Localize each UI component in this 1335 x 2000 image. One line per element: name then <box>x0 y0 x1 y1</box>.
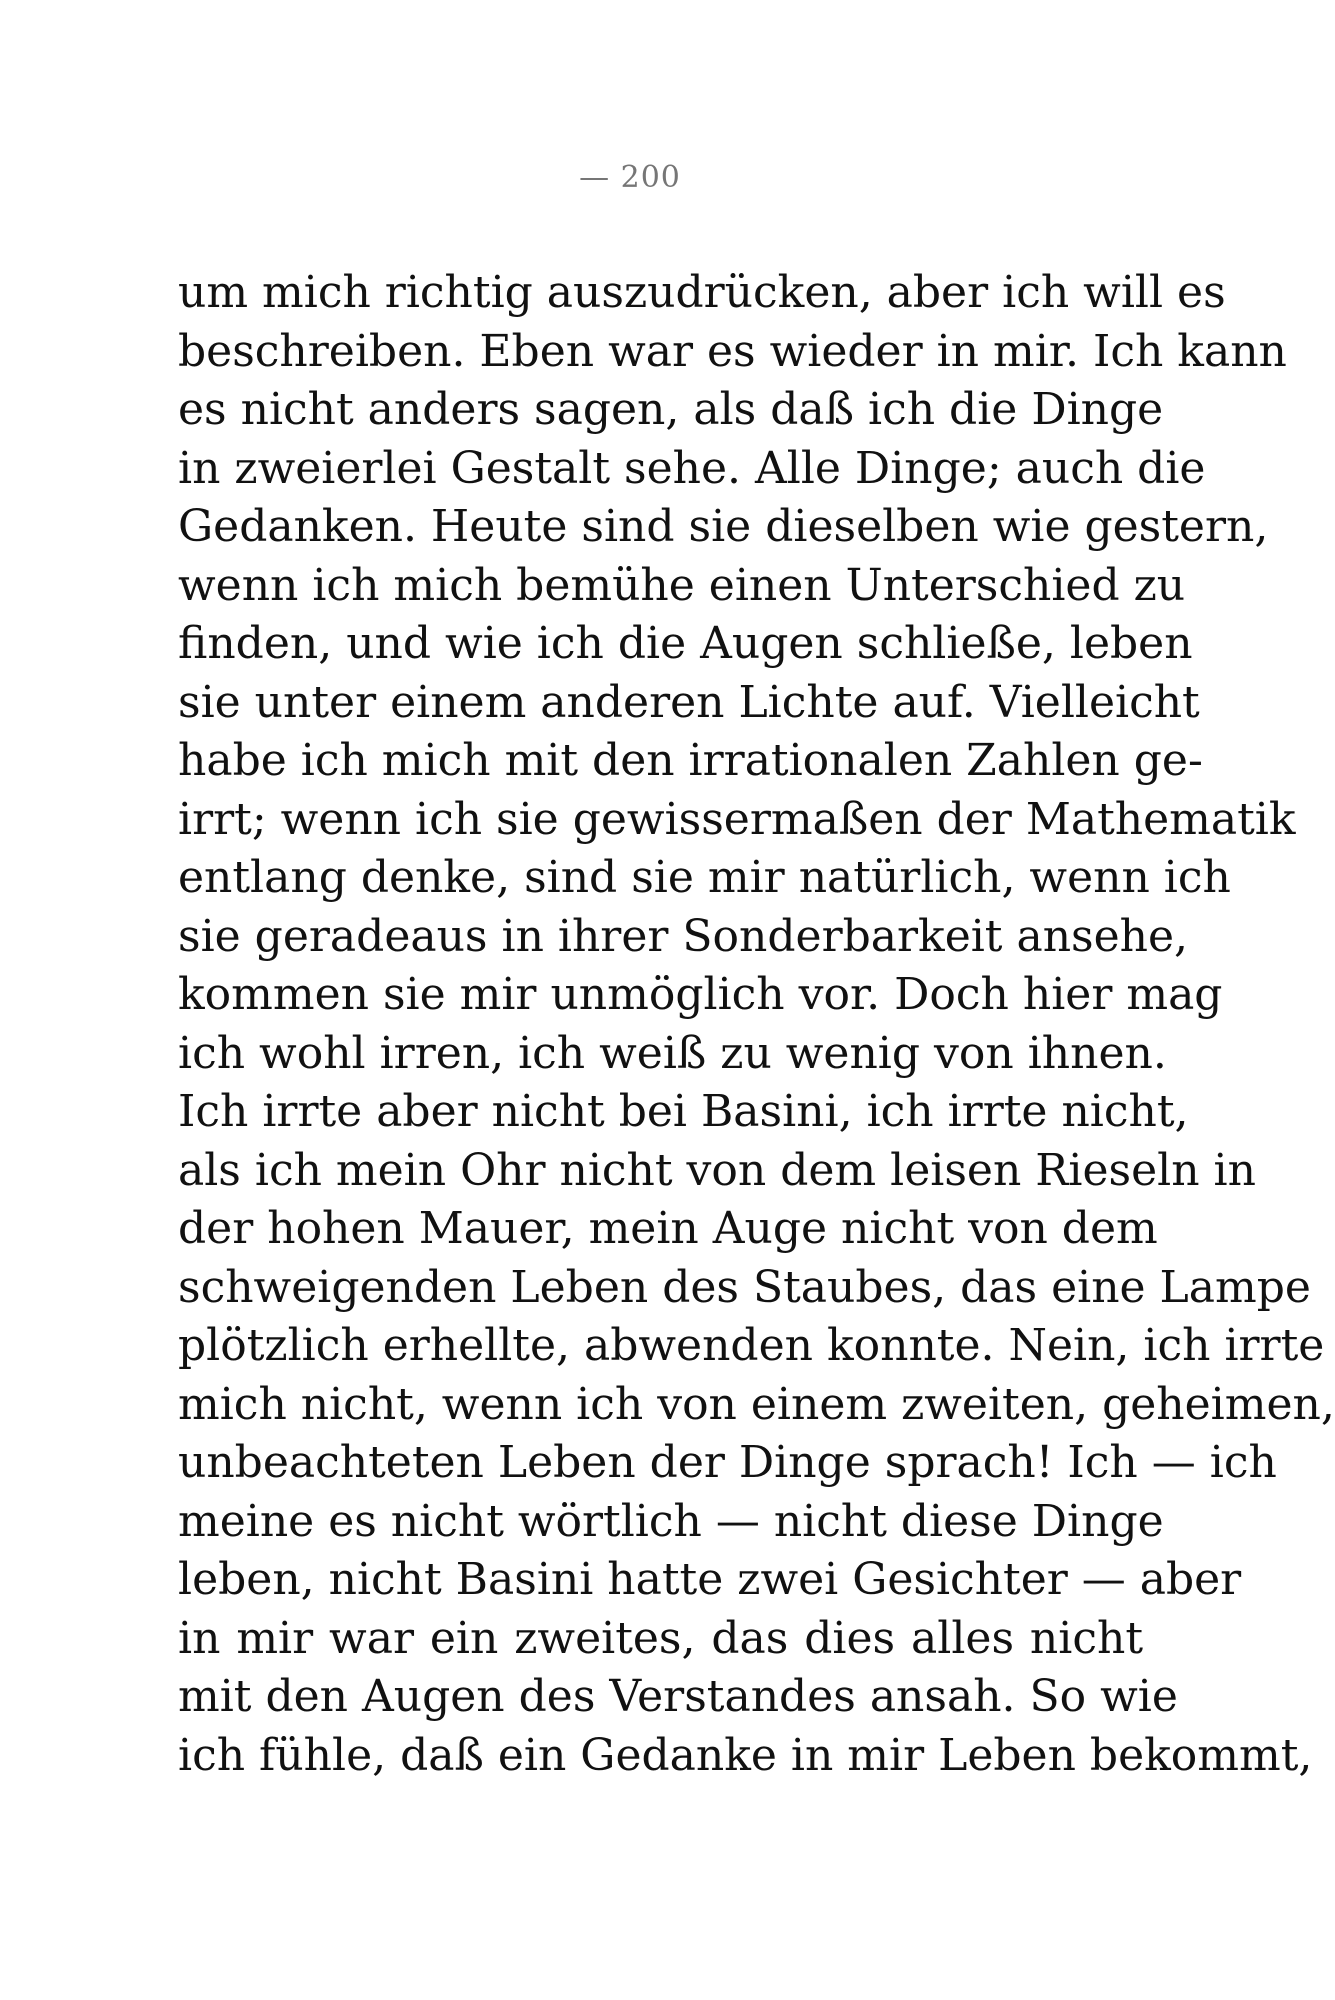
text-line: es nicht anders sagen, als daß ich die Dinge <box>178 384 1164 435</box>
text-line: habe ich mich mit den irrationalen Zahlen ge- <box>178 735 1203 786</box>
text-line: sie geradeaus in ihrer Sonderbarkeit ansehe, <box>178 910 1189 962</box>
page-number: — 200 <box>579 160 681 195</box>
text-line: der hohen Mauer, mein Auge nicht von dem <box>178 1203 1158 1254</box>
text-line: unbeachteten Leben der Dinge sprach! Ich — ich <box>178 1437 1277 1488</box>
text-line: entlang denke, sind sie mir natürlich, wenn ich <box>178 852 1231 903</box>
text-line: in mir war ein zweites, das dies alles nicht <box>178 1612 1143 1664</box>
text-line: Gedanken. Heute sind sie dieselben wie gestern, <box>178 501 1269 552</box>
text-line: Ich irrte aber nicht bei Basini, ich irrte nicht, <box>178 1086 1189 1137</box>
text-line: in zweierlei Gestalt sehe. Alle Dinge; auch die <box>178 442 1206 494</box>
text-line: sie unter einem anderen Lichte auf. Vielleicht <box>178 676 1200 728</box>
text-line: plötzlich erhellte, abwenden konnte. Nein, ich irrte <box>178 1320 1325 1371</box>
text-line: meine es nicht wörtlich — nicht diese Dinge <box>178 1495 1164 1547</box>
text-line: leben, nicht Basini hatte zwei Gesichter — aber <box>178 1554 1242 1605</box>
text-line: ich wohl irren, ich weiß zu wenig von ihnen. <box>178 1027 1167 1079</box>
text-line: um mich richtig auszudrücken, aber ich will es <box>178 267 1226 318</box>
text-line: wenn ich mich bemühe einen Unterschied zu <box>178 559 1186 611</box>
text-line: finden, und wie ich die Augen schließe, leben <box>178 618 1193 669</box>
text-line: ich fühle, daß ein Gedanke in mir Leben bekommt, <box>178 1729 1313 1781</box>
text-line: als ich mein Ohr nicht von dem leisen Rieseln in <box>178 1144 1256 1196</box>
body-text <box>178 264 1335 1785</box>
text-line: irrt; wenn ich sie gewissermaßen der Mathematik <box>178 793 1296 845</box>
text-line: kommen sie mir unmöglich vor. Doch hier mag <box>178 969 1223 1020</box>
text-line: schweigenden Leben des Staubes, das eine Lampe <box>178 1261 1311 1313</box>
text-line: mit den Augen des Verstandes ansah. So wie <box>178 1671 1178 1722</box>
text-line: beschreiben. Eben war es wieder in mir. Ich kann <box>178 325 1287 377</box>
text-line: mich nicht, wenn ich von einem zweiten, geheimen, <box>178 1378 1335 1430</box>
